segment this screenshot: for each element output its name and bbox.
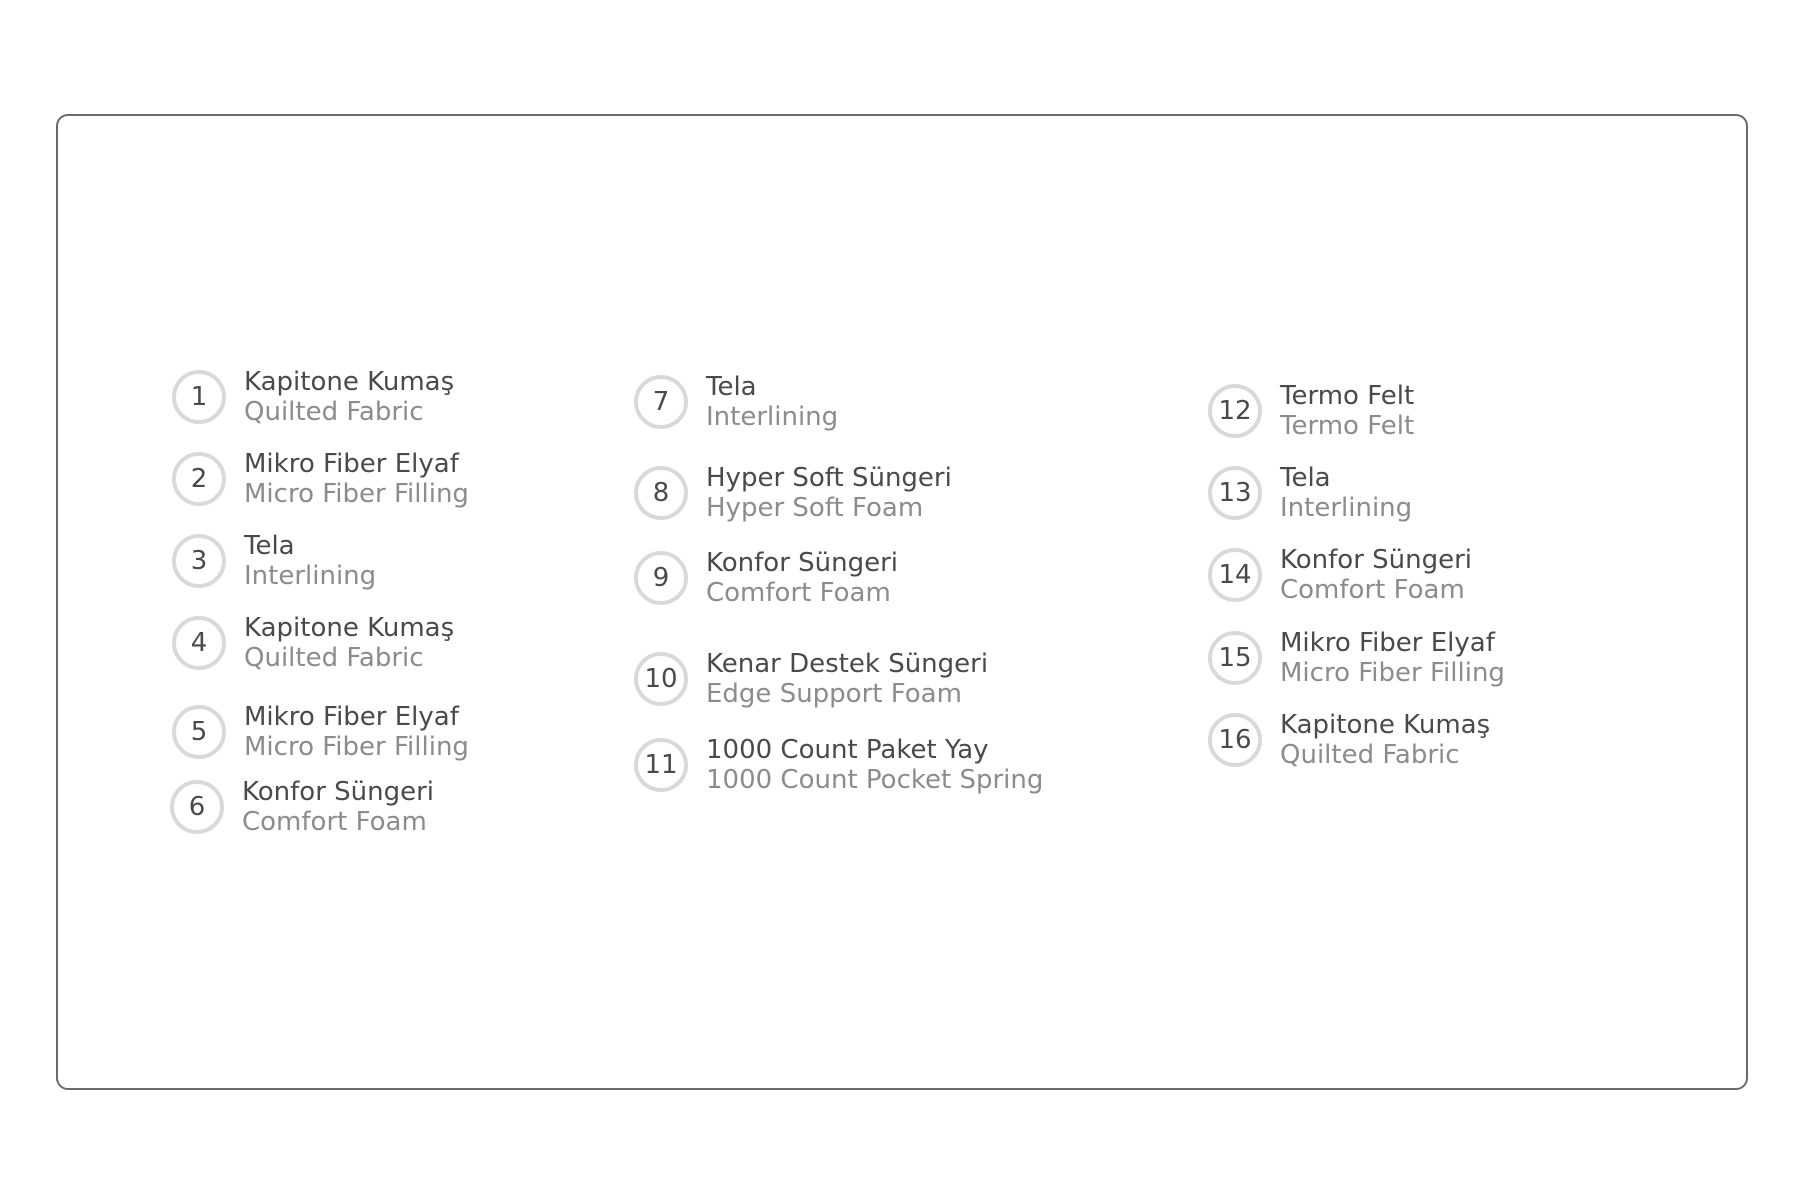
english-label: Micro Fiber Filling: [1280, 658, 1505, 688]
number-badge: 1: [172, 370, 226, 424]
english-label: Termo Felt: [1280, 411, 1415, 441]
turkish-label: Kapitone Kumaş: [244, 613, 455, 643]
legend-item-5: [172, 702, 469, 762]
item-labels: [244, 531, 376, 591]
turkish-label: Konfor Süngeri: [1280, 545, 1473, 575]
legend-item-11: [634, 735, 1043, 795]
english-label: Comfort Foam: [242, 807, 427, 837]
number-badge: 16: [1208, 713, 1262, 767]
turkish-label: Tela: [706, 372, 757, 402]
english-label: Edge Support Foam: [706, 679, 962, 709]
number-badge: 6: [170, 780, 224, 834]
legend-item-2: [172, 449, 469, 509]
item-labels: [706, 548, 898, 608]
item-labels: [1280, 710, 1490, 770]
english-label: 1000 Count Pocket Spring: [706, 765, 1044, 795]
item-labels: [244, 702, 469, 762]
number-badge: 5: [172, 705, 226, 759]
turkish-label: Kapitone Kumaş: [1280, 710, 1491, 740]
legend-item-7: [634, 372, 838, 432]
diagram-frame: [56, 114, 1748, 1090]
number-badge: 7: [634, 375, 688, 429]
number-badge: 14: [1208, 548, 1262, 602]
english-label: Micro Fiber Filling: [244, 479, 469, 509]
item-labels: [1280, 463, 1412, 523]
number-badge: 15: [1208, 631, 1262, 685]
number-badge: 8: [634, 466, 688, 520]
english-label: Micro Fiber Filling: [244, 732, 469, 762]
turkish-label: Kapitone Kumaş: [244, 367, 455, 397]
turkish-label: Konfor Süngeri: [706, 548, 899, 578]
turkish-label: Konfor Süngeri: [242, 777, 435, 807]
english-label: Comfort Foam: [1280, 575, 1465, 605]
legend-item-15: [1208, 628, 1505, 688]
legend-item-14: [1208, 545, 1472, 605]
legend-item-6: [170, 777, 434, 837]
legend-item-16: [1208, 710, 1490, 770]
item-labels: [706, 463, 952, 523]
turkish-label: Tela: [244, 531, 295, 561]
number-badge: 4: [172, 616, 226, 670]
english-label: Comfort Foam: [706, 578, 891, 608]
item-labels: [706, 372, 838, 432]
legend-item-12: [1208, 381, 1414, 441]
number-badge: 12: [1208, 384, 1262, 438]
turkish-label: Tela: [1280, 463, 1331, 493]
number-badge: 2: [172, 452, 226, 506]
legend-item-4: [172, 613, 454, 673]
item-labels: [244, 613, 454, 673]
item-labels: [242, 777, 434, 837]
number-badge: 9: [634, 551, 688, 605]
item-labels: [1280, 381, 1414, 441]
english-label: Interlining: [706, 402, 839, 432]
number-badge: 10: [634, 652, 688, 706]
number-badge: 3: [172, 534, 226, 588]
number-badge: 11: [634, 738, 688, 792]
item-labels: [706, 735, 1043, 795]
turkish-label: 1000 Count Paket Yay: [706, 735, 989, 765]
english-label: Interlining: [244, 561, 377, 591]
turkish-label: Mikro Fiber Elyaf: [244, 702, 459, 732]
legend-item-9: [634, 548, 898, 608]
item-labels: [244, 449, 469, 509]
english-label: Quilted Fabric: [244, 643, 424, 673]
turkish-label: Mikro Fiber Elyaf: [244, 449, 459, 479]
english-label: Interlining: [1280, 493, 1413, 523]
legend-item-3: [172, 531, 376, 591]
item-labels: [244, 367, 454, 427]
english-label: Quilted Fabric: [244, 397, 424, 427]
turkish-label: Hyper Soft Süngeri: [706, 463, 952, 493]
legend-item-10: [634, 649, 988, 709]
turkish-label: Kenar Destek Süngeri: [706, 649, 989, 679]
turkish-label: Termo Felt: [1280, 381, 1415, 411]
turkish-label: Mikro Fiber Elyaf: [1280, 628, 1495, 658]
english-label: Hyper Soft Foam: [706, 493, 924, 523]
legend-item-8: [634, 463, 952, 523]
item-labels: [1280, 628, 1505, 688]
item-labels: [706, 649, 988, 709]
legend-item-13: [1208, 463, 1412, 523]
english-label: Quilted Fabric: [1280, 740, 1460, 770]
legend-item-1: [172, 367, 454, 427]
number-badge: 13: [1208, 466, 1262, 520]
item-labels: [1280, 545, 1472, 605]
